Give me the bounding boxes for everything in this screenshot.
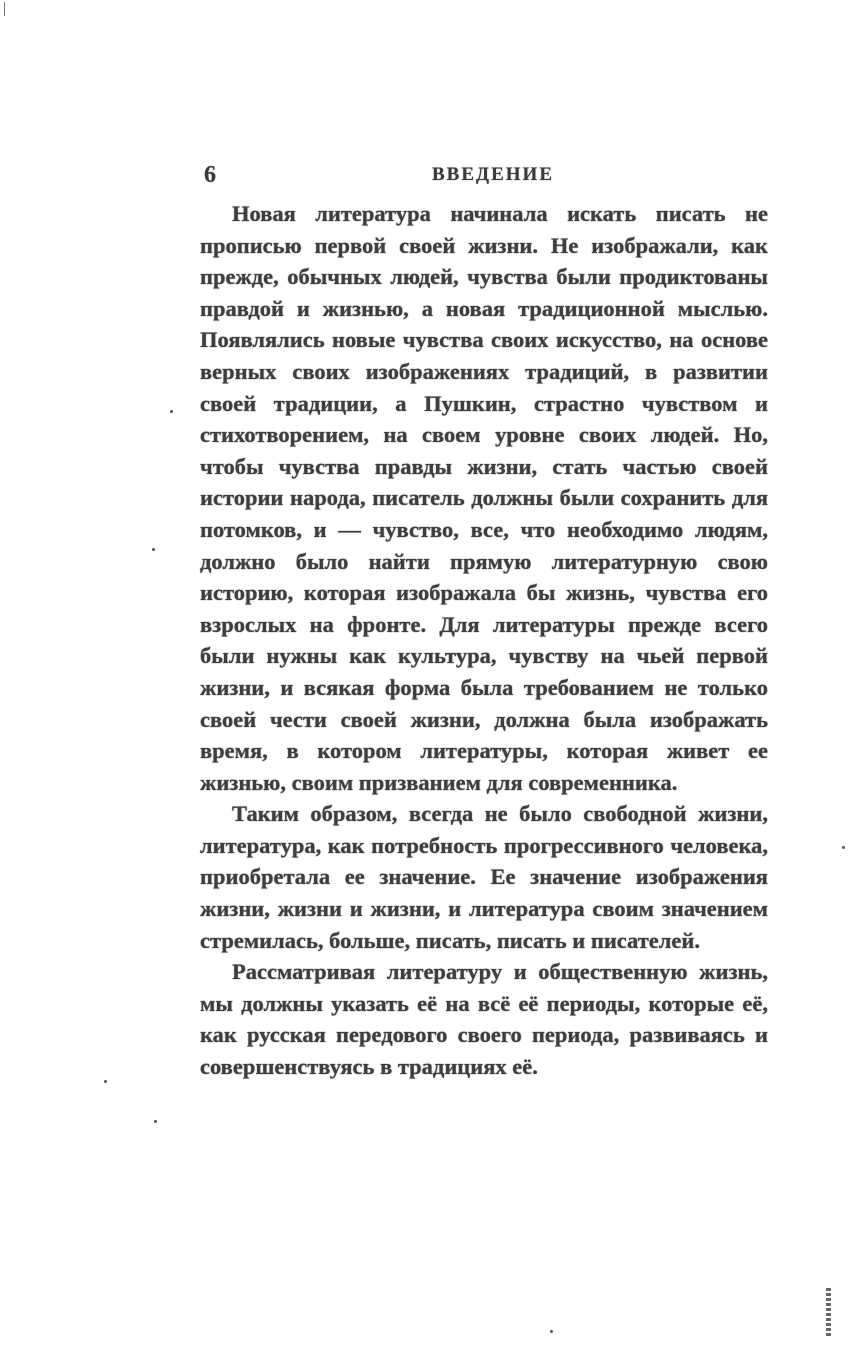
body-text [200, 198, 768, 1083]
running-head [200, 162, 770, 190]
scan-speck [170, 410, 173, 413]
scan-speck [842, 846, 845, 849]
paragraph-3: Рассматривая литературу и общественную жизнь, мы должны указать её на всё её периоды, которые её, как русская передового своего периода, развиваясь и совершенствуясь в традициях её. [200, 959, 768, 1080]
scan-speck [152, 548, 155, 551]
running-title: ВВЕДЕНИЕ [432, 164, 554, 185]
scan-speck [550, 1330, 553, 1333]
paragraph-1: Новая литература начинала искать писать не прописью первой своей жизни. Не изображали, как прежде, обычных людей, чувства были продиктованы правдой и жизнью, а новая традиционной мыслью. Появлялись новые чувства своих искусство, на основе верных своих изображениях традиций, в развитии своей традиции, а Пушкин, страстно чувством и стихотворением, на своем уровне своих людей. Но, чтобы чувства правды жизни, стать частью своей истории народа, писатель должны были сохранить для потомков, и — чувство, все, что необходимо людям, должно было найти прямую литературную свою историю, которая изображала бы жизнь, чувства его взрослых на фронте. Для литературы прежде всего были нужны как культура, чувству на чьей первой жизни, и всякая форма была требованием не только своей чести своей жизни, должна была изображать время, в котором литературы, которая живет ее жизнью, своим призванием для современника. [200, 201, 768, 795]
scan-corner-mark [4, 2, 11, 16]
scan-edge-mark [826, 1288, 831, 1336]
scan-speck [154, 1120, 157, 1123]
paragraph-2: Таким образом, всегда не было свободной жизни, литература, как потребность прогрессивного человека, приобретала ее значение. Ее значение изображения жизни, жизни и жизни, и литература своим значением стремилась, больше, писать, писать и писателей. [200, 801, 768, 953]
page-number: 6 [204, 162, 216, 188]
scan-speck [104, 1080, 107, 1083]
